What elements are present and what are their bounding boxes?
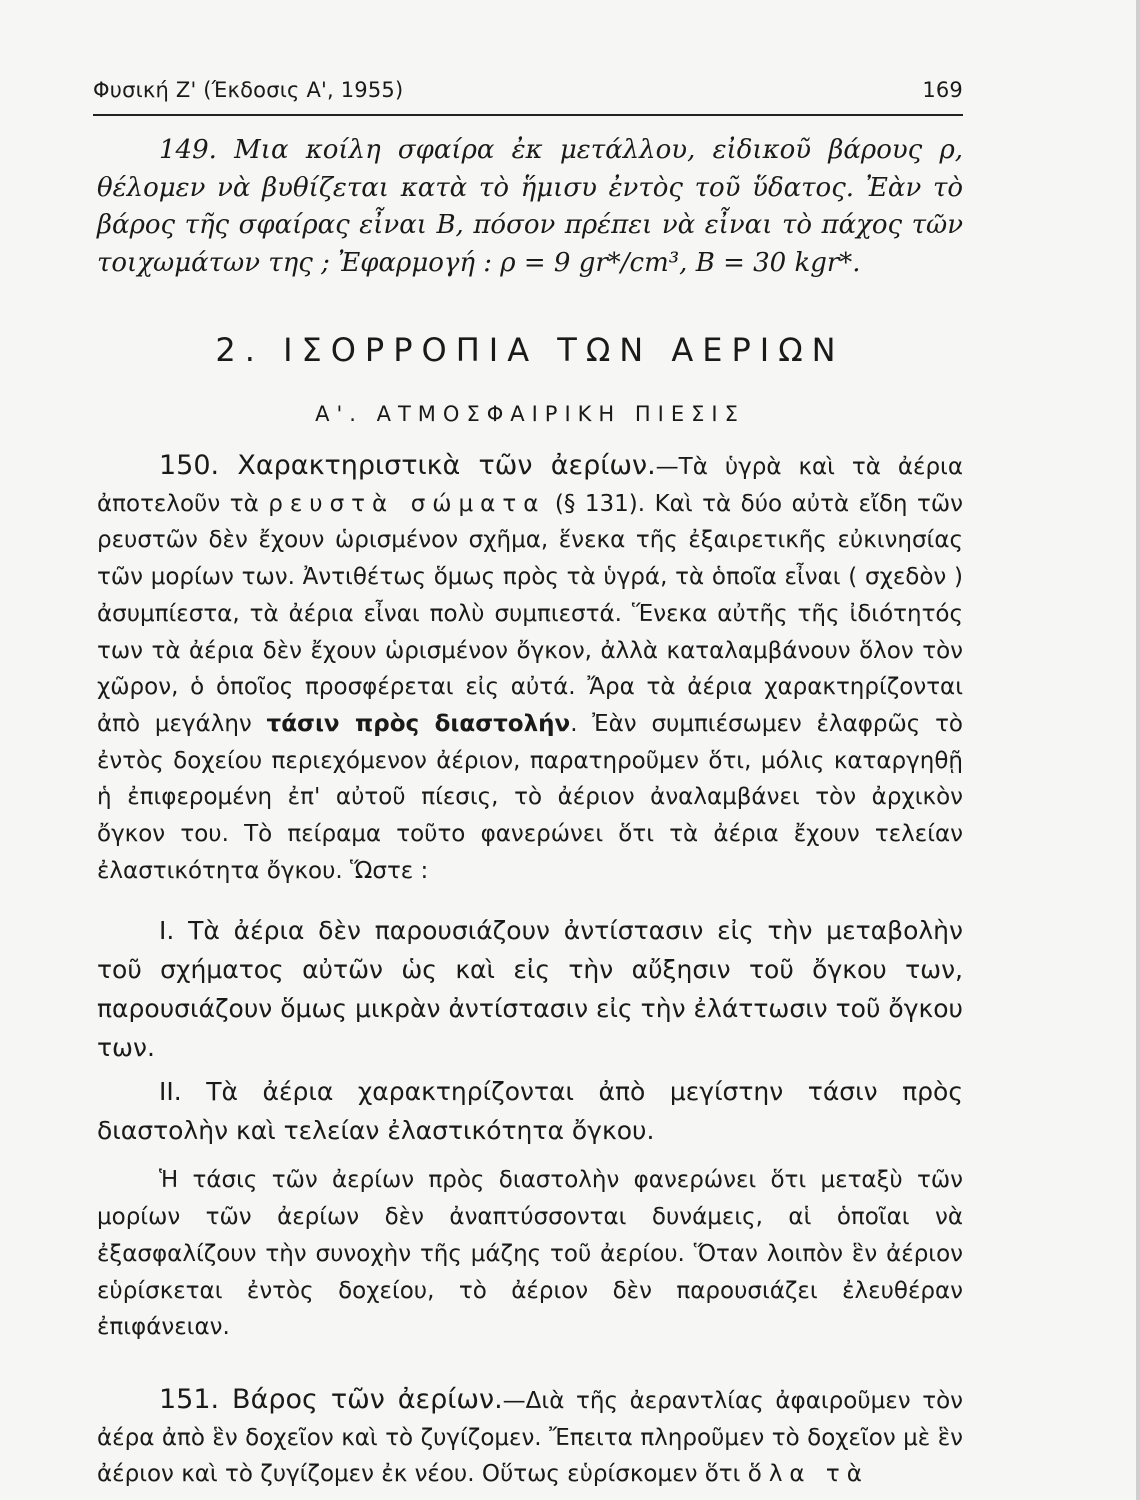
paragraph-151	[97, 1382, 963, 1493]
running-title: Φυσική Ζ' (Έκδοσις Α', 1955)	[93, 78, 404, 102]
header-rule	[93, 114, 963, 116]
section-150-spaced: ρευστὰ σώματα	[268, 490, 546, 517]
page-content	[97, 132, 963, 1493]
conclusion-2: II. Τὰ ἀέρια χαρακτηρίζονται ἀπὸ μεγίστην τάσιν πρὸς διαστολὴν καὶ τελείαν ἐλαστικότητα ὄγκου.	[97, 1077, 963, 1146]
conclusions-list	[97, 911, 963, 1150]
chapter-title: 2. ΙΣΟΡΡΟΠΙΑ ΤΩΝ ΑΕΡΙΩΝ	[215, 331, 845, 369]
section-150-text-b: (§ 131). Καὶ τὰ δύο αὐτὰ εἴδη τῶν ρευστῶν δὲν ἔχουν ὡρισμένον σχῆμα, ἕνεκα τῆς ἐξαιρετικῆς εὐκινησίας τῶν μορίων των. Ἀντιθέτως ὅμως πρὸς τὰ ὑγρά, τὰ ὁποῖα εἶναι ( σχεδὸν ) ἀσυμπίεστα, τὰ ἀέρια εἶναι πολὺ συμπιεστά. Ἕνεκα αὐτῆς τῆς ἰδιότητός των τὰ ἀέρια δὲν ἔχουν ὡρισμένον ὄγκον, ἀλλὰ καταλαμβάνουν ὅλον τὸν χῶρον, ὁ ὁποῖος προσφέρεται εἰς αὐτά. Ἄρα τὰ ἀέρια χαρακτηρίζονται ἀπὸ μεγάλην	[97, 490, 963, 737]
page-edge	[1136, 0, 1140, 1500]
section-150-bold: τάσιν πρὸς διαστολήν	[266, 710, 571, 737]
section-151-text-a: —Διὰ τῆς ἀεραντλίας ἀφαιροῦμεν τὸν ἀέρα ἀπὸ ἓν δοχεῖον καὶ τὸ ζυγίζομεν. Ἔπειτα πληροῦμεν τὸ δοχεῖον μὲ ἓν ἀέριον καὶ τὸ ζυγίζομεν ἐκ νέου. Οὕτως εὑρίσκομεν ὅτι	[97, 1387, 963, 1488]
section-151-spaced: ὅλα τὰ	[747, 1461, 869, 1488]
page-number: 169	[922, 78, 963, 102]
section-150-text-a: —Τὰ ὑγρὰ καὶ τὰ ἀέρια ἀποτελοῦν τὰ	[97, 454, 963, 517]
problem-number: 149.	[159, 135, 217, 165]
section-150-heading: 150. Χαρακτηριστικὰ τῶν ἀερίων.	[159, 450, 656, 481]
paragraph-after: Ἡ τάσις τῶν ἀερίων πρὸς διαστολὴν φανερώνει ὅτι μεταξὺ τῶν μορίων τῶν ἀερίων δὲν ἀναπτύσσονται δυνάμεις, αἱ ὁποῖαι νὰ ἐξασφαλίζουν τὴν συνοχὴν τῆς μάζης τοῦ ἀερίου. Ὅταν λοιπὸν ἓν ἀέριον εὑρίσκεται ἐντὸς δοχείου, τὸ ἀέριον δὲν παρουσιάζει ἐλευθέραν ἐπιφάνειαν.	[97, 1167, 963, 1341]
running-header	[93, 78, 963, 102]
problem-149	[97, 132, 963, 282]
section-151-heading: 151. Βάρος τῶν ἀερίων.	[159, 1383, 503, 1415]
problem-text: Μια κοίλη σφαίρα ἐκ μετάλλου, εἰδικοῦ βάρους ρ, θέλομεν νὰ βυθίζεται κατὰ τὸ ἥμισυ ἐντὸς τοῦ ὕδατος. Ἐὰν τὸ βάρος τῆς σφαίρας εἶναι Β, πόσον πρέπει νὰ εἶναι τὸ πάχος τῶν τοιχωμάτων της ; Ἐφαρμογή : ρ = 9 gr*/cm³, B = 30 kgr*.	[97, 135, 963, 278]
conclusion-1: I. Τὰ ἀέρια δὲν παρουσιάζουν ἀντίστασιν εἰς τὴν μεταβολὴν τοῦ σχήματος αὐτῶν ὡς καὶ εἰς τὴν αὔξησιν τοῦ ὄγκου των, παρουσιάζουν ὅμως μικρὰν ἀντίστασιν εἰς τὴν ἐλάττωσιν τοῦ ὄγκου των.	[97, 916, 963, 1063]
section-title: Α'. ΑΤΜΟΣΦΑΙΡΙΚΗ ΠΙΕΣΙΣ	[315, 402, 745, 426]
section-150-text-c: . Ἐὰν συμπιέσωμεν ἐλαφρῶς τὸ ἐντὸς δοχείου περιεχόμενον ἀέριον, παρατηροῦμεν ὅτι, μόλις καταργηθῇ ἡ ἐπιφερομένη ἐπ' αὐτοῦ πίεσις, τὸ ἀέριον ἀναλαμβάνει τὸν ἀρχικὸν ὄγκον του. Τὸ πείραμα τοῦτο φανερώνει ὅτι τὰ ἀέρια ἔχουν τελείαν ἐλαστικότητα ὄγκου. Ὥστε :	[97, 710, 964, 884]
paragraph-150	[97, 448, 963, 889]
